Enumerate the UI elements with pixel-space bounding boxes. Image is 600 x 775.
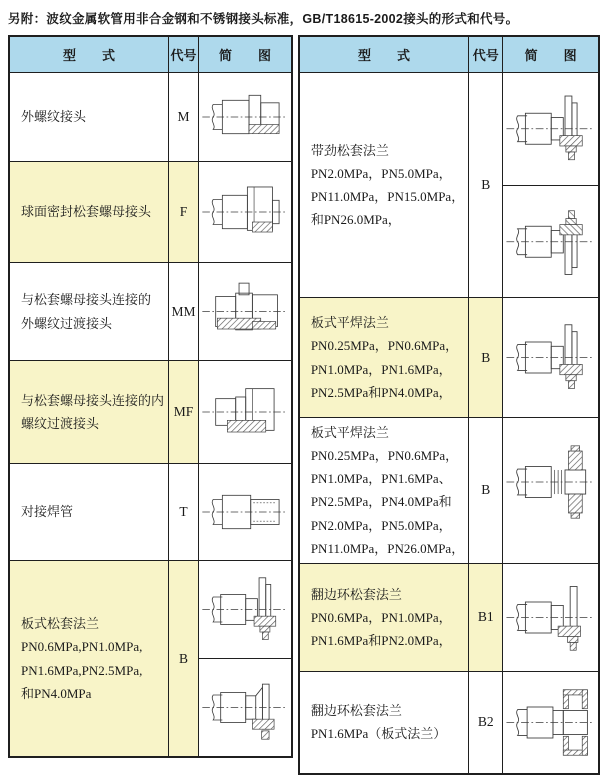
- diagram-cell: [199, 361, 292, 464]
- type-line: 板式松套法兰: [21, 616, 100, 632]
- column-header-code: 代号: [169, 36, 199, 73]
- type-line: PN11.0MPa，PN26.0MPa，: [310, 540, 465, 556]
- type-line: PN0.6MPa，PN1.0MPa，: [310, 609, 452, 625]
- type-line: PN2.0MPa，PN5.0MPa，: [310, 517, 452, 533]
- code-cell: T: [169, 464, 199, 561]
- fitting-diagram-T: [199, 464, 291, 560]
- type-cell: [9, 162, 169, 263]
- fitting-diagram-M: [199, 73, 291, 161]
- fittings-table-right: [298, 35, 600, 775]
- type-cell: [299, 671, 469, 774]
- type-cell: [9, 361, 169, 464]
- type-cell: [9, 73, 169, 162]
- type-line: PN1.6MPa和PN2.0MPa，: [310, 632, 452, 648]
- type-cell: [299, 418, 469, 564]
- fittings-table-left: [8, 35, 293, 758]
- fitting-diagram-B2: [503, 672, 598, 773]
- fitting-diagram-B_plate: [199, 561, 291, 658]
- fitting-diagram-B_plate: [503, 73, 598, 185]
- type-cell: [299, 298, 469, 418]
- code-cell: M: [169, 73, 199, 162]
- type-line: 螺纹过渡接头: [21, 416, 100, 431]
- type-line: 翻边环松套法兰: [310, 586, 402, 602]
- type-line: 和PN26.0MPa，: [310, 212, 401, 228]
- diagram-cell: [199, 263, 292, 361]
- code-cell: B2: [469, 671, 503, 774]
- page-title: 另附：波纹金属软管用非合金钢和不锈钢接头标准，GB/T18615-2002接头的形式和代号。: [8, 12, 519, 26]
- type-line: 板式平焊法兰: [310, 315, 389, 331]
- type-line: 对接焊管: [21, 504, 74, 520]
- type-line: PN2.0MPa，PN5.0MPa，: [310, 165, 452, 181]
- fitting-diagram-B_plate: [503, 298, 598, 417]
- type-cell: [299, 563, 469, 671]
- code-cell: B1: [469, 563, 503, 671]
- type-line: 带劲松套法兰: [310, 142, 389, 158]
- tables: [0, 35, 600, 775]
- type-line: PN0.25MPa，PN0.6MPa，: [310, 338, 459, 354]
- fitting-diagram-MF: [199, 361, 291, 463]
- type-line: PN2.5MPa，PN4.0MPa和: [310, 494, 452, 510]
- type-line: 与松套螺母接头连接的: [21, 292, 152, 308]
- code-cell: B: [469, 298, 503, 418]
- code-cell: MF: [169, 361, 199, 464]
- diagram-cell: [503, 671, 599, 774]
- diagram-cell: [199, 464, 292, 561]
- type-cell: [299, 73, 469, 298]
- diagram-cell: [503, 563, 599, 671]
- column-header-diagram: 简 图: [199, 36, 292, 73]
- type-line: PN1.0MPa，PN1.6MPa、: [310, 471, 452, 487]
- diagram-cell: [503, 73, 599, 298]
- fitting-diagram-B1: [503, 564, 598, 671]
- type-line: 板式平焊法兰: [310, 425, 389, 440]
- diagram-cell: [199, 162, 292, 263]
- column-header-type: 型 式: [9, 36, 169, 73]
- type-line: PN11.0MPa，PN15.0MPa，: [310, 189, 465, 204]
- fitting-diagram-B_loose: [199, 658, 291, 756]
- type-line: 和PN4.0MPa: [21, 685, 92, 701]
- type-cell: [9, 263, 169, 361]
- column-header-code: 代号: [469, 36, 503, 73]
- type-line: 外螺纹过渡接头: [21, 315, 113, 331]
- code-cell: B: [469, 418, 503, 564]
- type-cell: [9, 561, 169, 758]
- type-cell: [9, 464, 169, 561]
- type-line: 翻边环松套法兰: [310, 703, 402, 719]
- type-line: PN1.6MPa（板式法兰）: [310, 726, 447, 742]
- type-line: 与松套螺母接头连接的内: [21, 392, 165, 408]
- type-line: PN1.6MPa,PN2.5MPa,: [21, 662, 143, 678]
- diagram-cell: [503, 298, 599, 418]
- type-line: PN2.5MPa和PN4.0MPa，: [310, 384, 452, 400]
- fitting-diagram-B_plate_m: [503, 185, 598, 298]
- code-cell: B: [469, 73, 503, 298]
- code-cell: F: [169, 162, 199, 263]
- fitting-diagram-MM: [199, 263, 291, 360]
- diagram-cell: [199, 73, 292, 162]
- column-header-type: 型 式: [299, 36, 469, 73]
- fitting-diagram-B_weld: [503, 418, 598, 546]
- diagram-cell: [199, 561, 292, 758]
- code-cell: B: [169, 561, 199, 758]
- type-line: PN0.25MPa，PN0.6MPa，: [310, 448, 459, 464]
- type-line: PN1.0MPa，PN1.6MPa，: [310, 361, 452, 377]
- column-header-diagram: 简 图: [503, 36, 599, 73]
- type-line: 外螺纹接头: [21, 109, 87, 125]
- type-line: 球面密封松套螺母接头: [21, 204, 152, 220]
- diagram-cell: [503, 418, 599, 564]
- code-cell: MM: [169, 263, 199, 361]
- fitting-diagram-F: [199, 162, 291, 262]
- type-line: PN0.6MPa,PN1.0MPa,: [21, 639, 143, 655]
